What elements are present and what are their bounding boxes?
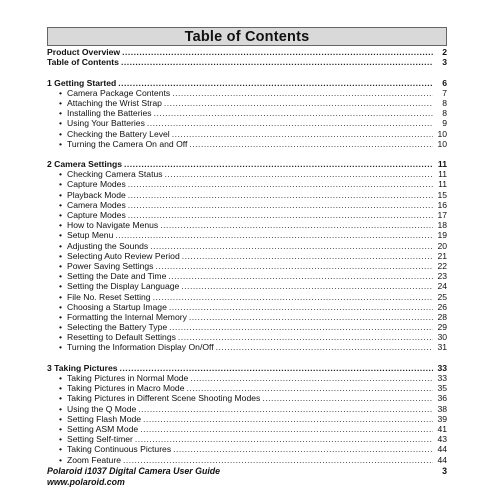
table-of-contents — [47, 47, 447, 465]
bullet-icon: • — [59, 393, 63, 404]
bullet-icon: • — [59, 260, 63, 271]
bullet-icon: • — [59, 403, 63, 414]
dot-leader — [181, 281, 433, 291]
dot-leader — [147, 118, 433, 128]
toc-page-number: 29 — [437, 322, 447, 333]
toc-entry-row[interactable] — [47, 88, 447, 98]
toc-entry-row[interactable] — [47, 444, 447, 454]
toc-entry-label: Checking the Battery Level — [67, 128, 170, 139]
toc-entry-row[interactable] — [47, 98, 447, 108]
bullet-icon: • — [59, 271, 63, 282]
toc-entry-row[interactable] — [47, 332, 447, 342]
bullet-icon: • — [59, 118, 63, 129]
toc-page-number: 8 — [442, 108, 447, 119]
dot-leader — [123, 455, 433, 465]
bullet-icon: • — [59, 250, 63, 261]
dot-leader — [140, 424, 433, 434]
toc-entry-label: Capture Modes — [67, 210, 126, 220]
toc-entry-row[interactable] — [47, 169, 447, 179]
toc-entry-label: Power Saving Settings — [67, 260, 154, 271]
bullet-icon: • — [59, 87, 63, 98]
toc-entry-row[interactable] — [47, 108, 447, 118]
dot-leader — [155, 261, 433, 271]
dot-leader — [135, 434, 433, 444]
dot-leader — [143, 414, 433, 424]
toc-entry-label: Turning the Camera On and Off — [67, 138, 188, 149]
dot-leader — [160, 220, 433, 230]
toc-entry-row[interactable] — [47, 210, 447, 220]
toc-page-number: 44 — [437, 444, 447, 455]
page-footer — [47, 466, 447, 488]
toc-page-number: 2 — [442, 47, 447, 57]
toc-page-number: 8 — [442, 97, 447, 108]
toc-page-number: 43 — [437, 434, 447, 445]
toc-entry-row[interactable] — [47, 118, 447, 128]
toc-entry-label: Capture Modes — [67, 179, 126, 190]
toc-entry-row[interactable] — [47, 271, 447, 281]
toc-entry-row[interactable] — [47, 434, 447, 444]
toc-entry-label: Zoom Feature — [67, 454, 121, 465]
toc-entry-label: Installing the Batteries — [67, 108, 152, 119]
toc-page-number: 30 — [437, 332, 447, 343]
section-gap — [47, 67, 447, 77]
toc-entry-label: File No. Reset Setting — [67, 291, 151, 302]
toc-entry-row[interactable] — [47, 342, 447, 352]
bullet-icon: • — [59, 444, 63, 455]
dot-leader — [172, 129, 433, 139]
toc-page-number: 28 — [437, 311, 447, 322]
bullet-icon: • — [59, 413, 63, 424]
toc-page-number: 6 — [442, 77, 447, 88]
toc-page-number: 18 — [437, 220, 447, 231]
toc-page-number: 24 — [437, 281, 447, 292]
toc-entry-label: Resetting to Default Settings — [67, 332, 176, 343]
toc-entry-label: Selecting the Battery Type — [67, 322, 168, 333]
bullet-icon: • — [59, 179, 63, 190]
toc-entry-row[interactable] — [47, 455, 447, 465]
toc-entry-row[interactable] — [47, 139, 447, 149]
bullet-icon: • — [59, 97, 63, 108]
toc-entry-label: Setting the Display Language — [67, 281, 180, 292]
dot-leader — [154, 108, 433, 118]
section-gap — [47, 353, 447, 363]
toc-page-number: 36 — [437, 393, 447, 404]
toc-entry-row[interactable] — [47, 292, 447, 302]
dot-leader — [128, 190, 433, 200]
dot-leader — [182, 251, 433, 261]
dot-leader — [128, 200, 433, 210]
dot-leader — [153, 292, 433, 302]
toc-heading-row[interactable] — [47, 363, 447, 373]
toc-entry-label: Setup Menu — [67, 230, 114, 241]
bullet-icon: • — [59, 189, 63, 200]
toc-page-number: 17 — [437, 210, 447, 220]
toc-page-number: 33 — [437, 373, 447, 383]
toc-entry-row[interactable] — [47, 383, 447, 393]
toc-entry-row[interactable] — [47, 302, 447, 312]
bullet-icon: • — [59, 199, 63, 210]
toc-entry-label: Selecting Auto Review Period — [67, 250, 180, 261]
toc-entry-label: Checking Camera Status — [67, 169, 163, 180]
toc-page-number: 10 — [437, 128, 447, 139]
toc-page-number: 41 — [437, 423, 447, 434]
dot-leader — [173, 444, 433, 454]
toc-entry-row[interactable] — [47, 404, 447, 414]
bullet-icon: • — [59, 169, 63, 180]
bullet-icon: • — [59, 373, 63, 383]
toc-page-number: 11 — [438, 169, 447, 180]
toc-entry-label: Setting Flash Mode — [67, 413, 142, 424]
toc-entry-label: 3 Taking Pictures — [47, 362, 118, 373]
toc-page-number: 23 — [437, 271, 447, 282]
toc-entry-label: Taking Pictures in Different Scene Shooting Modes — [67, 393, 261, 404]
dot-leader — [190, 373, 433, 383]
dot-leader — [187, 383, 434, 393]
toc-entry-label: Setting Self-timer — [67, 434, 133, 445]
bullet-icon: • — [59, 342, 63, 353]
toc-page-number: 15 — [437, 189, 447, 200]
toc-entry-label: Setting the Date and Time — [67, 271, 167, 282]
bullet-icon: • — [59, 230, 63, 241]
dot-leader — [122, 47, 433, 57]
toc-heading-row[interactable] — [47, 57, 447, 67]
bullet-icon: • — [59, 434, 63, 445]
bullet-icon: • — [59, 383, 63, 394]
bullet-icon: • — [59, 311, 63, 322]
bullet-icon: • — [59, 423, 63, 434]
footer-url: www.polaroid.com — [47, 477, 125, 487]
toc-entry-label: 2 Camera Settings — [47, 159, 122, 170]
toc-entry-label: Formatting the Internal Memory — [67, 311, 187, 322]
toc-title-bar — [47, 27, 447, 46]
toc-entry-label: Attaching the Wrist Strap — [67, 97, 162, 108]
bullet-icon: • — [59, 281, 63, 292]
toc-entry-label: Setting ASM Mode — [67, 423, 139, 434]
toc-page-number: 3 — [442, 57, 447, 68]
footer-page-number: 3 — [442, 466, 447, 476]
dot-leader — [178, 332, 433, 342]
bullet-icon: • — [59, 291, 63, 302]
section-gap — [47, 149, 447, 159]
toc-entry-label: 1 Getting Started — [47, 77, 117, 88]
toc-entry-row[interactable] — [47, 230, 447, 240]
toc-entry-row[interactable] — [47, 200, 447, 210]
toc-entry-label: Taking Continuous Pictures — [67, 444, 172, 455]
toc-page-number: 11 — [437, 159, 447, 170]
bullet-icon: • — [59, 210, 63, 220]
toc-entry-row[interactable] — [47, 190, 447, 200]
toc-page-number: 11 — [438, 179, 447, 190]
toc-entry-label: Camera Package Contents — [67, 87, 171, 98]
dot-leader — [124, 159, 433, 169]
dot-leader — [120, 363, 433, 373]
bullet-icon: • — [59, 220, 63, 231]
toc-page-number: 26 — [437, 301, 447, 312]
toc-page-number: 7 — [442, 87, 447, 98]
dot-leader — [168, 271, 433, 281]
dot-leader — [150, 241, 433, 251]
toc-entry-row[interactable] — [47, 251, 447, 261]
bullet-icon: • — [59, 108, 63, 119]
toc-entry-label: Choosing a Startup Image — [67, 301, 167, 312]
toc-page-number: 16 — [437, 199, 447, 210]
dot-leader — [128, 179, 433, 189]
toc-entry-row[interactable] — [47, 179, 447, 189]
bullet-icon: • — [59, 128, 63, 139]
toc-entry-label: How to Navigate Menus — [67, 220, 159, 231]
dot-leader — [138, 404, 433, 414]
toc-entry-row[interactable] — [47, 373, 447, 383]
toc-entry-label: Taking Pictures in Normal Mode — [67, 373, 189, 383]
bullet-icon: • — [59, 138, 63, 149]
toc-entry-row[interactable] — [47, 220, 447, 230]
dot-leader — [164, 98, 433, 108]
toc-page-number: 33 — [437, 362, 447, 373]
dot-leader — [172, 88, 433, 98]
toc-heading-row[interactable] — [47, 47, 447, 57]
dot-leader — [262, 393, 433, 403]
dot-leader — [121, 57, 433, 67]
toc-entry-label: Using the Q Mode — [67, 403, 137, 414]
bullet-icon: • — [59, 322, 63, 333]
bullet-icon: • — [59, 240, 63, 251]
dot-leader — [115, 230, 433, 240]
dot-leader — [189, 139, 433, 149]
toc-entry-label: Turning the Information Display On/Off — [67, 342, 214, 353]
toc-entry-row[interactable] — [47, 322, 447, 332]
footer-guide-title: Polaroid i1037 Digital Camera User Guide — [47, 466, 221, 476]
toc-page-number: 21 — [437, 250, 447, 261]
toc-page-number: 38 — [437, 403, 447, 414]
toc-entry-label: Table of Contents — [47, 57, 119, 68]
toc-entry-label: Product Overview — [47, 47, 121, 57]
dot-leader — [118, 78, 433, 88]
toc-entry-label: Using Your Batteries — [67, 118, 145, 129]
page-title: Table of Contents — [184, 28, 310, 45]
toc-entry-row[interactable] — [47, 281, 447, 291]
toc-page-number: 19 — [437, 230, 447, 241]
toc-heading-row[interactable] — [47, 78, 447, 88]
bullet-icon: • — [59, 301, 63, 312]
dot-leader — [216, 342, 433, 352]
toc-page-number: 35 — [437, 383, 447, 394]
toc-entry-row[interactable] — [47, 393, 447, 403]
toc-page-number: 44 — [437, 454, 447, 465]
dot-leader — [189, 312, 433, 322]
toc-entry-row[interactable] — [47, 312, 447, 322]
bullet-icon: • — [59, 332, 63, 343]
toc-page-number: 31 — [437, 342, 447, 353]
toc-entry-row[interactable] — [47, 129, 447, 139]
toc-entry-row[interactable] — [47, 261, 447, 271]
toc-entry-label: Camera Modes — [67, 199, 126, 210]
toc-entry-row[interactable] — [47, 241, 447, 251]
dot-leader — [169, 322, 433, 332]
toc-page-number: 25 — [437, 291, 447, 302]
toc-heading-row[interactable] — [47, 159, 447, 169]
dot-leader — [128, 210, 433, 220]
toc-page-number: 39 — [437, 413, 447, 424]
toc-page-number: 22 — [437, 260, 447, 271]
dot-leader — [169, 302, 433, 312]
toc-entry-label: Taking Pictures in Macro Mode — [67, 383, 185, 394]
toc-page-number: 9 — [442, 118, 447, 129]
bullet-icon: • — [59, 454, 63, 465]
dot-leader — [165, 169, 433, 179]
toc-entry-row[interactable] — [47, 414, 447, 424]
toc-page-number: 10 — [437, 138, 447, 149]
toc-entry-label: Adjusting the Sounds — [67, 240, 149, 251]
toc-entry-label: Playback Mode — [67, 189, 126, 200]
toc-page-number: 20 — [437, 240, 447, 251]
toc-entry-row[interactable] — [47, 424, 447, 434]
